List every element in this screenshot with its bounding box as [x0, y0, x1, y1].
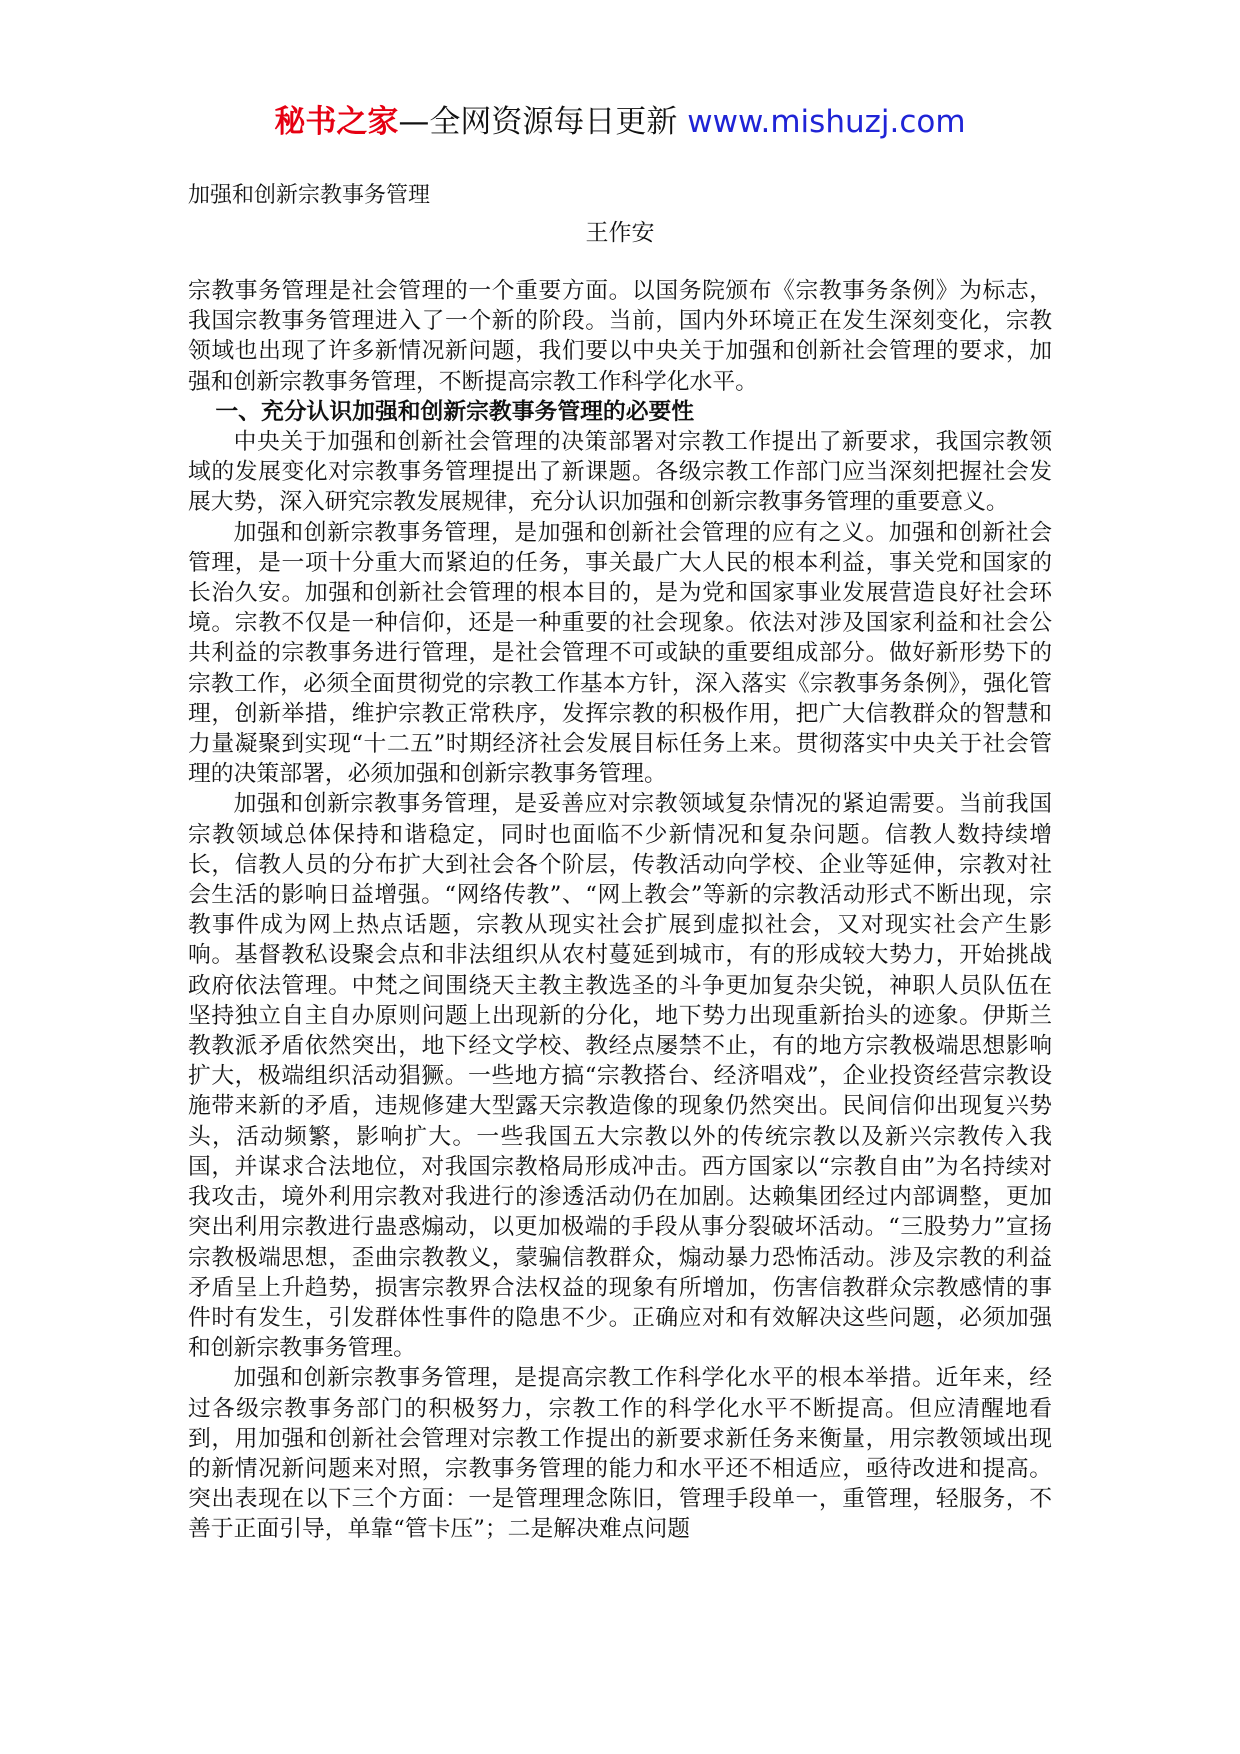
- document-title: 加强和创新宗教事务管理: [188, 183, 431, 208]
- document-author: 王作安: [585, 220, 655, 246]
- banner-brand: 秘书之家: [274, 104, 399, 140]
- body-paragraph: 中央关于加强和创新社会管理的决策部署对宗教工作提出了新要求，我国宗教领域的发展变化对宗教事务管理提出了新课题。各级宗教工作部门应当深刻把握社会发展大势，深入研究宗教发展规律，充分认识加强和创新宗教事务管理的重要意义。: [188, 429, 1052, 516]
- banner-slogan: —全网资源每日更新: [398, 104, 678, 140]
- document-body: [188, 276, 1052, 1545]
- body-paragraph: 加强和创新宗教事务管理，是加强和创新社会管理的应有之义。加强和创新社会管理，是一项十分重大而紧迫的任务，事关最广大人民的根本利益，事关党和国家的长治久安。加强和创新社会管理的根本目的，是为党和国家事业发展营造良好社会环境。宗教不仅是一种信仰，还是一种重要的社会现象。依法对涉及国家利益和社会公共利益的宗教事务进行管理，是社会管理不可或缺的重要组成部分。做好新形势下的宗教工作，必须全面贯彻党的宗教工作基本方针，深入落实《宗教事务条例》，强化管理，创新举措，维护宗教正常秩序，发挥宗教的积极作用，把广大信教群众的智慧和力量凝聚到实现“十二五”时期经济社会发展目标任务上来。贯彻落实中央关于社会管理的决策部署，必须加强和创新宗教事务管理。: [188, 519, 1052, 788]
- site-banner[interactable]: [0, 100, 1240, 144]
- intro-paragraph: 宗教事务管理是社会管理的一个重要方面。以国务院颁布《宗教事务条例》为标志，我国宗教事务管理进入了一个新的阶段。当前，国内外环境正在发生深刻变化，宗教领域也出现了许多新情况新问题，我们要以中央关于加强和创新社会管理的要求，加强和创新宗教事务管理，不断提高宗教工作科学化水平。: [188, 278, 1052, 395]
- banner-url-link[interactable]: www.mishuzj.com: [687, 104, 966, 140]
- body-paragraph: 加强和创新宗教事务管理，是提高宗教工作科学化水平的根本举措。近年来，经过各级宗教事务部门的积极努力，宗教工作的科学化水平不断提高。但应清醒地看到，用加强和创新社会管理对宗教工作提出的新要求新任务来衡量，用宗教领域出现的新情况新问题来对照，宗教事务管理的能力和水平还不相适应，亟待改进和提高。突出表现在以下三个方面：一是管理理念陈旧，管理手段单一，重管理，轻服务，不善于正面引导，单靠“管卡压”；二是解决难点问题: [188, 1365, 1052, 1543]
- section-heading: 一、充分认识加强和创新宗教事务管理的必要性: [215, 398, 695, 425]
- body-paragraph: 加强和创新宗教事务管理，是妥善应对宗教领域复杂情况的紧迫需要。当前我国宗教领域总体保持和谐稳定，同时也面临不少新情况和复杂问题。信教人数持续增长，信教人员的分布扩大到社会各个阶层，传教活动向学校、企业等延伸，宗教对社会生活的影响日益增强。“网络传教”、“网上教会”等新的宗教活动形式不断出现，宗教事件成为网上热点话题，宗教从现实社会扩展到虚拟社会，又对现实社会产生影响。基督教私设聚会点和非法组织从农村蔓延到城市，有的形成较大势力，开始挑战政府依法管理。中梵之间围绕天主教主教选圣的斗争更加复杂尖锐，神职人员队伍在坚持独立自主自办原则问题上出现新的分化，地下势力出现重新抬头的迹象。伊斯兰教教派矛盾依然突出，地下经文学校、教经点屡禁不止，有的地方宗教极端思想影响扩大，极端组织活动猖獗。一些地方搞“宗教搭台、经济唱戏”，企业投资经营宗教设施带来新的矛盾，违规修建大型露天宗教造像的现象仍然突出。民间信仰出现复兴势头，活动频繁，影响扩大。一些我国五大宗教以外的传统宗教以及新兴宗教传入我国，并谋求合法地位，对我国宗教格局形成冲击。西方国家以“宗教自由”为名持续对我攻击，境外利用宗教对我进行的渗透活动仍在加剧。达赖集团经过内部调整，更加突出利用宗教进行蛊惑煽动，以更加极端的手段从事分裂破坏活动。“三股势力”宣扬宗教极端思想，歪曲宗教教义，蒙骗信教群众，煽动暴力恐怖活动。涉及宗教的利益矛盾呈上升趋势，损害宗教界合法权益的现象有所增加，伤害信教群众宗教感情的事件时有发生，引发群体性事件的隐患不少。正确应对和有效解决这些问题，必须加强和创新宗教事务管理。: [188, 791, 1052, 1362]
